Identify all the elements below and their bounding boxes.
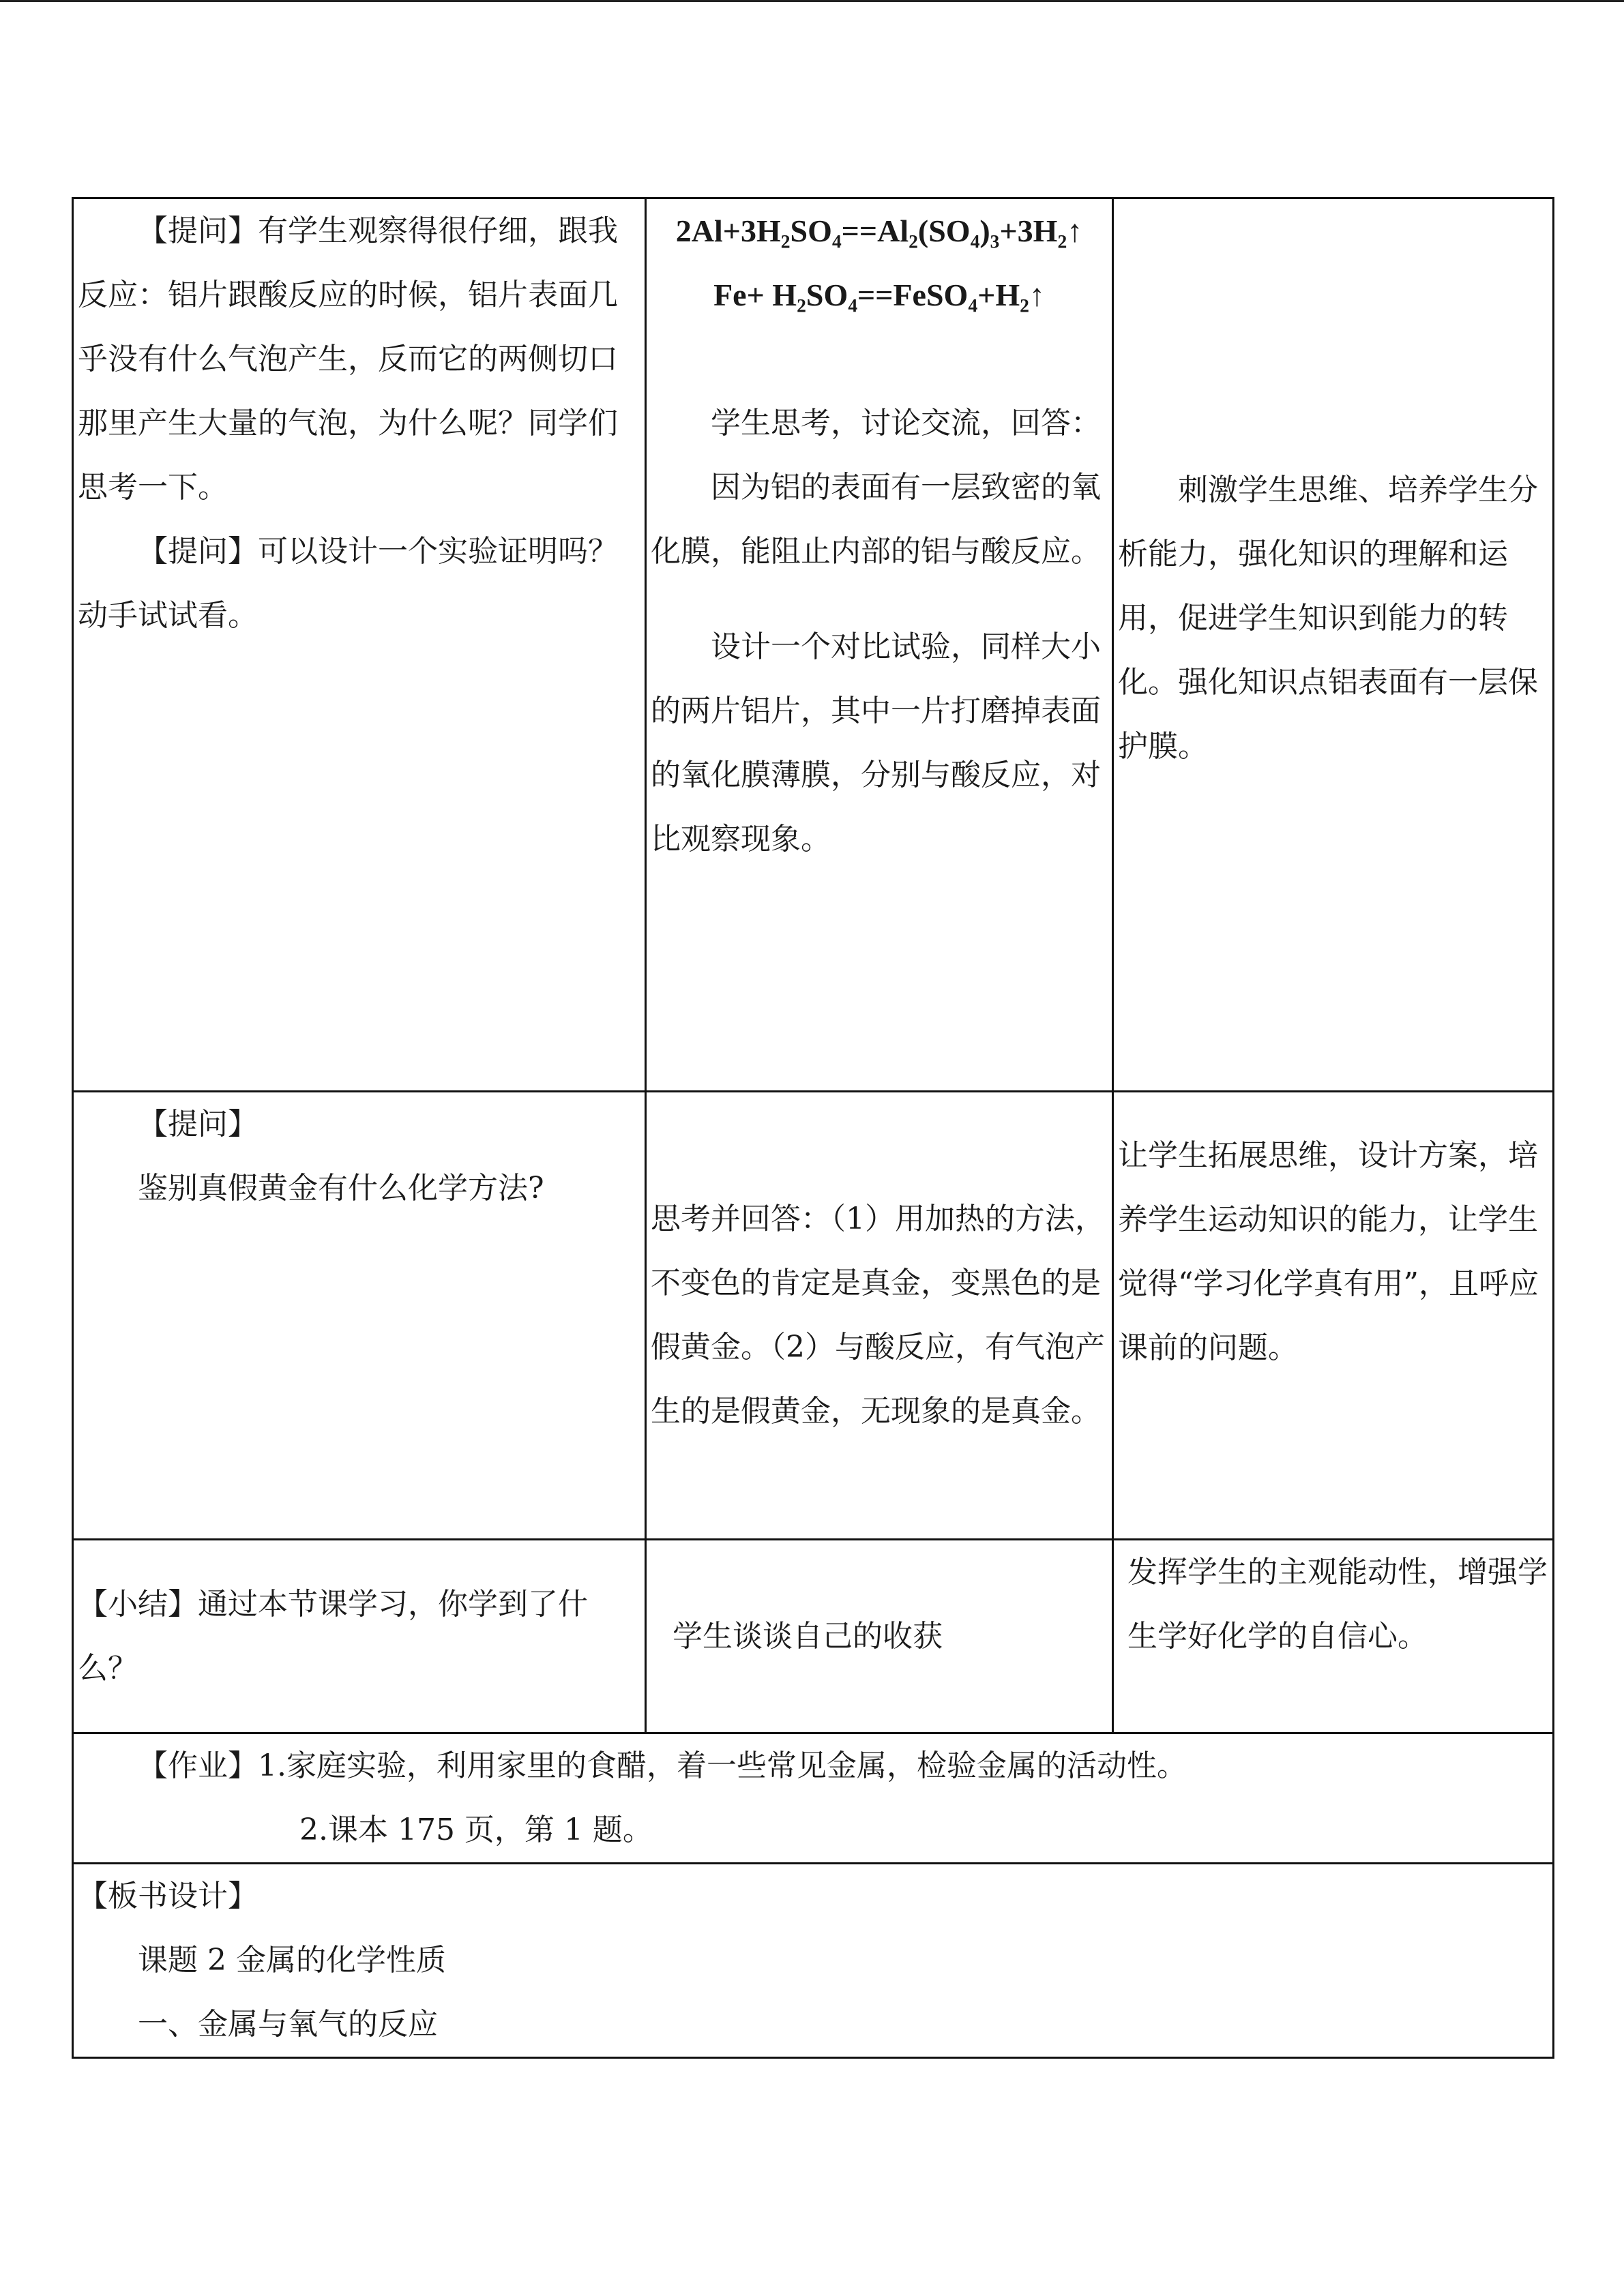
teacher-activity-cell bbox=[73, 1540, 646, 1733]
table-row bbox=[73, 1092, 1554, 1540]
question-tag: 【提问】 bbox=[138, 534, 258, 569]
question-paragraph bbox=[78, 199, 640, 520]
design-intent-text: 刺激学生思维、培养学生分析能力，强化知识的理解和运用，促进学生知识到能力的转化。强化知识点铝表面有一层保护膜。 bbox=[1118, 473, 1538, 764]
student-thinking-text: 学生思考，讨论交流，回答： bbox=[711, 406, 1101, 441]
board-design-cell bbox=[73, 1864, 1554, 2058]
lesson-plan-table bbox=[72, 197, 1554, 2059]
teacher-activity-cell bbox=[73, 1092, 646, 1540]
homework-line-1: 【作业】1.家庭实验，利用家里的食醋，着一些常见金属，检验金属的活动性。 bbox=[138, 1748, 1187, 1783]
question-text: 有学生观察得很仔细，跟我反应：铝片跟酸反应的时候，铝片表面几乎没有什么气泡产生，反而它的两侧切口那里产生大量的气泡，为什么呢？同学们思考一下。 bbox=[78, 213, 618, 505]
spacer bbox=[1118, 1092, 1548, 1124]
student-harvest-text: 学生谈谈自己的收获 bbox=[673, 1618, 943, 1654]
board-design-section: 一、金属与氧气的反应 bbox=[138, 2007, 438, 2042]
design-intent-cell bbox=[1113, 1540, 1554, 1733]
homework-cell bbox=[73, 1733, 1554, 1864]
design-intent-cell bbox=[1113, 1092, 1554, 1540]
design-intent-text: 发挥学生的主观能动性，增强学生学好化学的自信心。 bbox=[1127, 1555, 1548, 1654]
table-row bbox=[73, 1864, 1554, 2058]
teacher-activity-cell bbox=[73, 198, 646, 1092]
student-answer-text: 思考并回答：（1）用加热的方法，不变色的肯定是真金，变黑色的是假黄金。（2）与酸反应，有气泡产生的是假黄金，无现象的是真金。 bbox=[651, 1202, 1105, 1429]
spacer bbox=[1118, 199, 1548, 458]
spacer bbox=[651, 327, 1108, 391]
design-intent-text: 让学生拓展思维，设计方案，培养学生运动知识的能力，让学生觉得“学习化学真有用”，且呼应课前的问题。 bbox=[1118, 1138, 1539, 1365]
summary-text: 【小结】通过本节课学习，你学到了什么？ bbox=[78, 1586, 588, 1686]
spacer bbox=[651, 584, 1108, 615]
question-text: 鉴别真假黄金有什么化学方法? bbox=[138, 1171, 544, 1206]
student-answer-text: 设计一个对比试验，同样大小的两片铝片，其中一片打磨掉表面的氧化膜薄膜，分别与酸反应，对比观察现象。 bbox=[651, 629, 1101, 856]
question-paragraph bbox=[78, 520, 640, 648]
board-design-topic: 课题 2 金属的化学性质 bbox=[138, 1943, 446, 1978]
student-activity-cell bbox=[646, 1092, 1113, 1540]
board-design-title: 【板书设计】 bbox=[78, 1879, 258, 1913]
equation-aluminum: 2Al+3H₂SO₄==Al₂(SO₄)₃+3H₂↑ bbox=[675, 213, 1083, 248]
question-tag: 【提问】 bbox=[138, 213, 258, 248]
question-text: 可以设计一个实验证明吗？动手试试看。 bbox=[78, 534, 618, 633]
student-activity-cell bbox=[646, 1540, 1113, 1733]
table-row bbox=[73, 198, 1554, 1092]
design-intent-cell bbox=[1113, 198, 1554, 1092]
table-row bbox=[73, 1540, 1554, 1733]
homework-line-2: 2.课本 175 页，第 1 题。 bbox=[299, 1813, 653, 1847]
equation-iron: Fe+ H₂SO₄==FeSO₄+H₂↑ bbox=[713, 278, 1045, 312]
student-answer-text: 因为铝的表面有一层致密的氧化膜，能阻止内部的铝与酸反应。 bbox=[651, 470, 1101, 569]
table-row bbox=[73, 1733, 1554, 1864]
question-tag: 【提问】 bbox=[138, 1107, 258, 1142]
student-activity-cell bbox=[646, 198, 1113, 1092]
page-top-border bbox=[0, 0, 1624, 2]
